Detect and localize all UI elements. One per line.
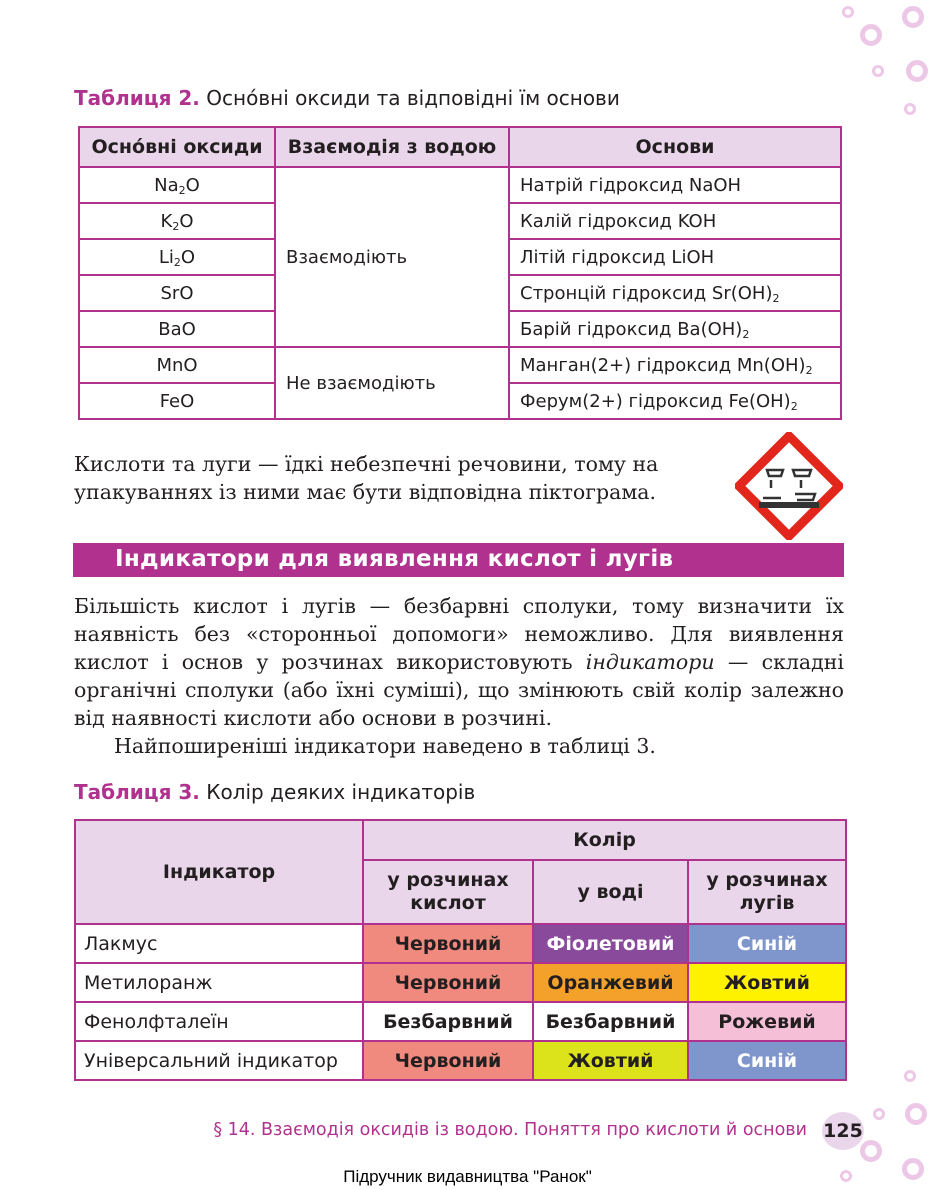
indicator-name: Фенолфталеїн <box>75 1002 363 1041</box>
table-row <box>75 924 846 963</box>
column-header: Взаємодія з водою <box>275 127 509 167</box>
column-header: Основи <box>509 127 841 167</box>
body-paragraph-2: Найпоширеніші індикатори наведено в таблиці 3. <box>114 734 656 758</box>
oxide-cell: FeO <box>79 383 275 419</box>
warning-paragraph <box>74 450 714 506</box>
decorative-circle <box>842 6 854 18</box>
color-cell: Червоний <box>363 1041 533 1080</box>
warning-line: Кислоти та луги — їдкі небезпечні речовини, тому на <box>74 452 659 476</box>
column-header: у розчинах лугів <box>688 860 846 924</box>
decorative-circle <box>860 24 882 46</box>
interaction-cell: Не взаємодіють <box>275 347 509 419</box>
table2-caption <box>74 86 620 110</box>
color-cell: Червоний <box>363 924 533 963</box>
table-header-row <box>79 127 841 167</box>
color-cell: Жовтий <box>533 1041 688 1080</box>
oxide-cell: $K_2O$ <box>79 203 275 239</box>
paragraph-italic-term: індикатори <box>585 650 715 674</box>
table-row <box>79 347 841 383</box>
decorative-circle <box>904 1070 916 1082</box>
color-cell: Рожевий <box>688 1002 846 1041</box>
warning-line: упакуваннях із ними має бути відповідна піктограма. <box>74 480 657 504</box>
color-cell: Фіолетовий <box>533 924 688 963</box>
table-row <box>79 167 841 203</box>
publisher-note: Підручник видавництва "Ранок" <box>343 1167 592 1186</box>
decorative-circle <box>860 1140 882 1162</box>
base-cell: Літій гідроксид LiOH <box>509 239 841 275</box>
paragraph-text: — складні органічні сполуки (або їхні суміші), що змінюють свій колір залежно від наявності кислоти або основи в розчині. <box>74 650 844 730</box>
column-header: Осно́вні оксиди <box>79 127 275 167</box>
running-footer: § 14. Взаємодія оксидів із водою. Поняття про кислоти й основи <box>213 1120 807 1140</box>
decorative-circle <box>902 6 924 28</box>
indicator-name: Універсальний індикатор <box>75 1041 363 1080</box>
indicator-name: Метилоранж <box>75 963 363 1002</box>
table2-caption-text: Осно́вні оксиди та відповідні їм основи <box>206 86 620 110</box>
table-row <box>75 1002 846 1041</box>
column-header: у воді <box>533 860 688 924</box>
column-header: Індикатор <box>75 820 363 924</box>
base-cell: Барій гідроксид $Ba(OH)_2$ <box>509 311 841 347</box>
table3-caption-label: Таблиця 3. <box>74 780 200 804</box>
page-number: 125 <box>822 1112 864 1150</box>
oxide-cell: $Na_2O$ <box>79 167 275 203</box>
oxide-cell: $Li_2O$ <box>79 239 275 275</box>
decorative-circle <box>906 60 928 82</box>
base-cell: Ферум(2+) гідроксид $Fe(OH)_2$ <box>509 383 841 419</box>
decorative-circle <box>904 103 916 115</box>
color-cell: Синій <box>688 924 846 963</box>
indicator-name: Лакмус <box>75 924 363 963</box>
paragraph-text: Більшість кислот і лугів — безбарвні сполуки, тому визначити їх наявність без «сторонньої допомоги» неможливо. Для виявлення кислот і основ у розчинах використовують <box>74 594 844 674</box>
decorative-circle <box>873 1108 885 1120</box>
color-cell: Безбарвний <box>533 1002 688 1041</box>
table-row <box>75 1041 846 1080</box>
table3-caption <box>74 780 475 804</box>
column-header: Колір <box>363 820 846 860</box>
column-header: у розчинах кислот <box>363 860 533 924</box>
table2-caption-label: Таблиця 2. <box>74 86 200 110</box>
interaction-cell: Взаємодіють <box>275 167 509 347</box>
table3-caption-text: Колір деяких індикаторів <box>206 780 476 804</box>
oxide-cell: SrO <box>79 275 275 311</box>
color-cell: Синій <box>688 1041 846 1080</box>
body-paragraph <box>74 592 844 732</box>
section-heading-bar <box>73 543 844 577</box>
decorative-circle <box>905 1103 927 1125</box>
color-cell: Оранжевий <box>533 963 688 1002</box>
color-cell: Червоний <box>363 963 533 1002</box>
color-cell: Жовтий <box>688 963 846 1002</box>
indicator-colors-table <box>74 819 847 1081</box>
base-cell: Калій гідроксид KOH <box>509 203 841 239</box>
oxide-cell: BaO <box>79 311 275 347</box>
table-header-row <box>75 820 846 860</box>
table-row <box>75 963 846 1002</box>
base-cell: Натрій гідроксид NaOH <box>509 167 841 203</box>
base-cell: Манган(2+) гідроксид $Mn(OH)_2$ <box>509 347 841 383</box>
oxide-cell: MnO <box>79 347 275 383</box>
decorative-circle <box>872 65 884 77</box>
section-heading: Індикатори для виявлення кислот і лугів <box>115 546 674 572</box>
color-cell: Безбарвний <box>363 1002 533 1041</box>
base-cell: Стронцій гідроксид $Sr(OH)_2$ <box>509 275 841 311</box>
corrosive-hazard-icon <box>735 432 843 540</box>
basic-oxides-table <box>78 126 842 420</box>
